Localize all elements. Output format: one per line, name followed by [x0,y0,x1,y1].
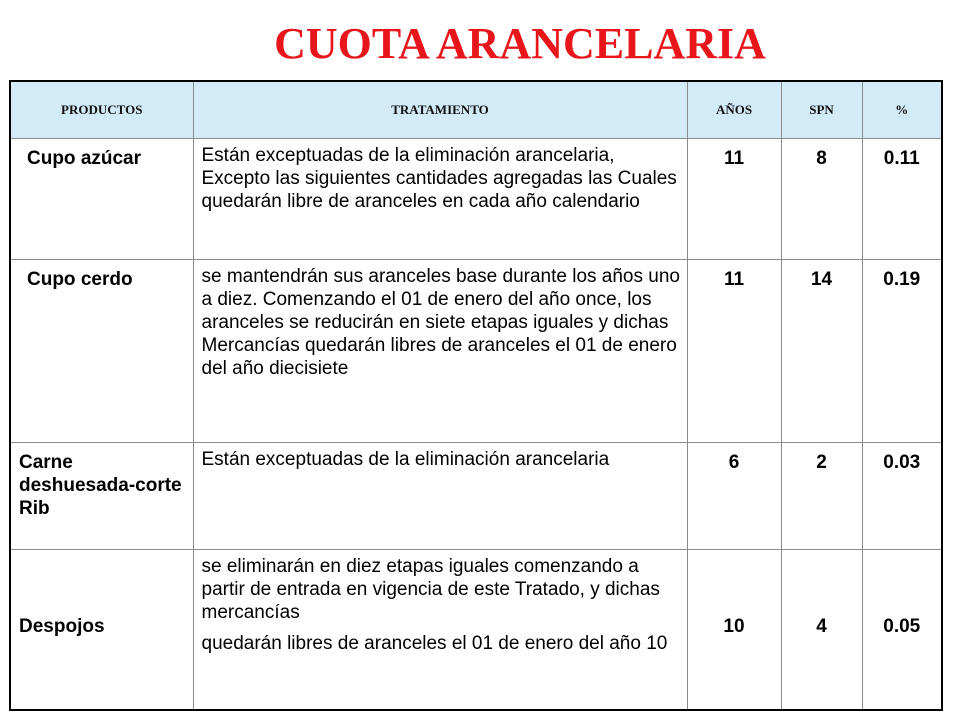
cell-pct: 0.03 [862,443,942,550]
table-row [10,260,942,443]
cell-pct: 0.05 [862,550,942,711]
table-row [10,139,942,260]
table-row [10,443,942,550]
cell-spn: 2 [781,443,862,550]
header-tratamiento: TRATAMIENTO [193,81,687,139]
cell-anos: 10 [687,550,781,711]
cell-producto: Cupo cerdo [10,260,193,443]
cell-spn: 8 [781,139,862,260]
cell-producto: Despojos [10,550,193,711]
header-row [10,81,942,139]
cell-spn: 4 [781,550,862,711]
cell-producto: Cupo azúcar [10,139,193,260]
header-spn: SPN [781,81,862,139]
cell-anos: 11 [687,139,781,260]
cell-pct: 0.19 [862,260,942,443]
cell-tratamiento [193,550,687,711]
tariff-quota-table [9,80,943,711]
header-pct: % [862,81,942,139]
table-row [10,550,942,711]
cell-tratamiento: se mantendrán sus aranceles base durante los años uno a diez. Comenzando el 01 de enero del año once, los aranceles se reducirán en siete etapas iguales y dichas Mercancías quedarán libres de aranceles el 01 de enero del año diecisiete [193,260,687,443]
cell-spn: 14 [781,260,862,443]
cell-producto: Carne deshuesada-corte Rib [10,443,193,550]
cell-tratamiento: Están exceptuadas de la eliminación arancelaria, Excepto las siguientes cantidades agregadas las Cuales quedarán libre de aranceles en cada año calendario [193,139,687,260]
tratamiento-paragraph-2: quedarán libres de aranceles el 01 de enero del año 10 [201,633,668,654]
cell-pct: 0.11 [862,139,942,260]
page-title: CUOTA ARANCELARIA [274,19,766,68]
tratamiento-paragraph-1: se eliminarán en diez etapas iguales comenzando a partir de entrada en vigencia de este Tratado, y dichas mercancías [201,556,660,623]
header-anos: AÑOS [687,81,781,139]
header-productos: PRODUCTOS [10,81,193,139]
cell-tratamiento: Están exceptuadas de la eliminación arancelaria [193,443,687,550]
cell-anos: 6 [687,443,781,550]
cell-anos: 11 [687,260,781,443]
